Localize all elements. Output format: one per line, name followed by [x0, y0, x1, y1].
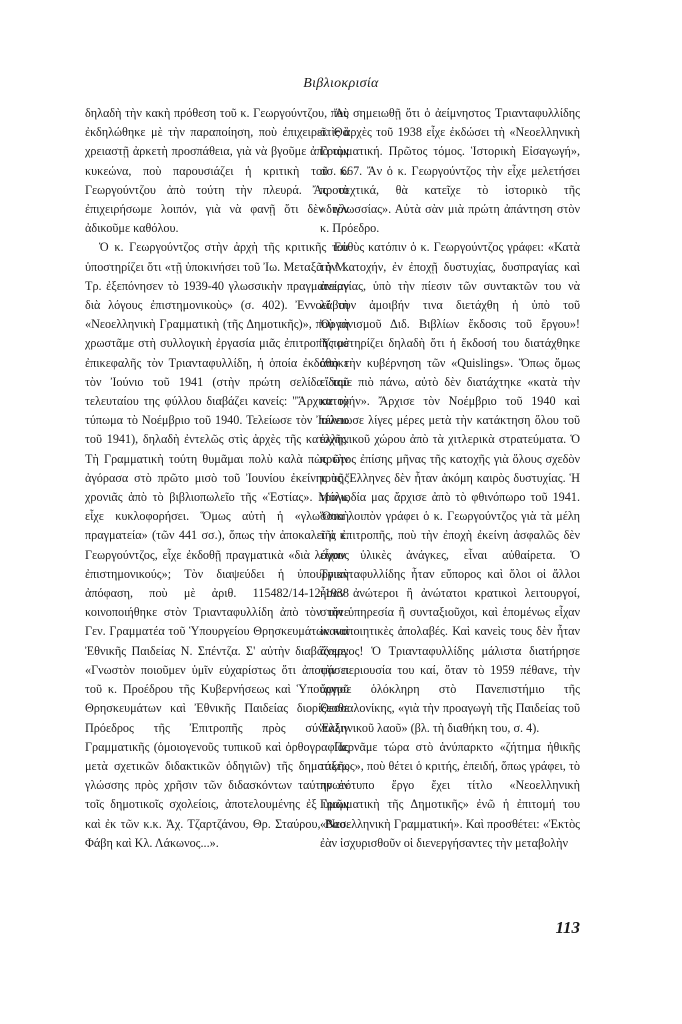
paragraph: Ὁ κ. Γεωργούντζος στὴν ἀρχὴ τῆς κριτικῆς του ὑποστηρίζει ὅτι «τῇ ὑποκινήσει τοῦ Ἰω. Μεταξᾶ ὁ Μ. Τρ. ἐξεπόνησεν τὸ 1939-40 γλωσσικὴν πραγματείαν διὰ λόγους ἐπιστημονικοὺς» (σ. 402). Ἐννοεῖ τὴ «Νεοελληνικὴ Γραμματικὴ (τῆς Δημοτικῆς)», ποὺ τὴ χρωστᾶμε στὴ συλλογικὴ ἐργασία μιᾶς ἐπιτροπῆς μὲ ἐπικεφαλῆς τὸν Τριανταφυλλίδη, ἡ ὁποία ἐκδόθηκε τὸν Ἰούνιο τοῦ 1941 (στὴν πρώτη σελίδα τοῦ τελευταίου της φύλλου διαβάζει κανείς: "Ἄρχισε τὸ τύπωμα τὸ Νοέμβριο τοῦ 1940. Τελείωσε τὸν Ἰούνιο τοῦ 1941), δηλαδὴ ἐντελῶς στὶς ἀρχὲς τῆς κατοχῆς. Τὴ Γραμματικὴ τούτη θυμᾶμαι πολὺ καλὰ πὼς τὴν ἀγόρασα στὸ πρῶτο μισὸ τοῦ Ἰουνίου ἐκείνης τῆς χρονιᾶς ἀπὸ τὸ βιβλιοπωλεῖο τῆς «Ἑστίας». Μόλις εἶχε κυκλοφορήσει. Ὅμως αὐτὴ ἡ «γλωσσικὴ πραγματεία» (τῶν 441 σσ.), ὅπως τὴν ἀποκαλεῖ ὁ κ. Γεωργούντζος, εἶχε ἐκδοθῇ πραγματικὰ «διὰ λόγους ἐπιστημονικούς»; Τὸν διαψεύδει ἡ ὑπουργικὴ ἀπόφαση, ποὺ μὲ ἀριθ. 115482/14-12-1938 κοινοποιήθηκε στὸν Τριανταφυλλίδη ἀπὸ τὸν τότε Γεν. Γραμματέα τοῦ Ὑπουργείου Θρησκευμάτων καὶ Ἐθνικῆς Παιδείας Ν. Σπέντζα. Σ' αὐτὴν διαβάζομε: «Γνωστὸν ποιοῦμεν ὑμῖν εὐχαρίστως ὅτι ἀποφάσει τοῦ κ. Προέδρου τῆς Κυβερνήσεως καὶ Ὑπουργοῦ Θρησκευμάτων καὶ Ἐθνικῆς Παιδείας διορίζεσθε Πρόεδρος τῆς Ἐπιτροπῆς πρὸς σύνταξιν Γραμματικῆς (ὁμοιογενοῦς τυπικοῦ καὶ ὀρθογραφίας μετὰ σχετικῶν διδακτικῶν ὁδηγιῶν) τῆς δημοτικῆς γλώσσης πρὸς χρῆσιν τῶν διδασκόντων ταύτην ἐν τοῖς δημοτικοῖς σχολείοις, ἀποτελουμένης ἐξ ὑμῶν καὶ ἐκ τῶν κ.κ. Ἀχ. Τζαρτζάνου, Θρ. Σταύρου, Βασ. Φάβη καὶ Κλ. Λάκωνος...».: [85, 240, 349, 850]
paragraph: Εὐθὺς κατόπιν ὁ κ. Γεωργούντζος γράφει: «Κατὰ τὴν κατοχήν, ἐν ἐποχῇ δυστυχίας, δυσπραγίας καὶ ἀνεργίας, ὑπὸ τὴν πίεσιν τῶν συντακτῶν του νὰ λάβουν ἀμοιβήν τινα διετάχθη ἡ ὑπὸ τοῦ Ὀργανισμοῦ Διδ. Βιβλίων ἔκδοσις τοῦ ἔργου»! Ὑποστηρίζει δηλαδὴ ὅτι ἡ ἔκδοσή του διατάχθηκε ἀπὸ τὴν κυβέρνηση τῶν «Quislings». Ὅπως ὅμως εἴδαμε πιὸ πάνω, αὐτὸ δὲν διατάχτηκε «κατὰ τὴν κατοχήν». Ἄρχισε τὸν Νοέμβριο τοῦ 1940 καὶ τέλειωσε λίγες μέρες μετὰ τὴν κατάκτηση ὅλου τοῦ ἑλληνικοῦ χώρου ἀπὸ τὰ χιτλερικὰ στρατεύματα. Ὁ πρῶτος ἐπίσης μῆνας τῆς κατοχῆς γιὰ ὅλους σχεδὸν τοὺς Ἕλληνες δὲν ἦταν ἀκόμη καιρὸς δυστυχίας. Ἡ τραγωδία μας ἄρχισε ἀπὸ τὸ φθινόπωρο τοῦ 1941. Ὅσα λοιπὸν γράφει ὁ κ. Γεωργούντζος γιὰ τὰ μέλη τῆς ἐπιτροπῆς, ποὺ τὴν ἐποχὴ ἐκείνη ἀσφαλῶς δὲν εἶχαν ὑλικὲς ἀνάγκες, εἶναι αὐθαίρετα. Ὁ Τριανταφυλλίδης ἦταν εὔπορος καὶ ὅλοι οἱ ἄλλοι ἦσαν ἀνώτεροι ἢ ἀνώτατοι κρατικοὶ λειτουργοί, στὴν ὑπηρεσία ἢ συνταξιοῦχοι, καὶ ἑπομένως εἶχαν ἱκανοποιητικὲς ἀπολαβές. Καὶ κανεὶς τους δὲν ἦταν ἄνεργος! Ὁ Τριανταφυλλίδης μάλιστα διατήρησε τὴν περιουσία του καί, ὅταν τὸ 1959 πέθανε, τὴν ἄφησε ὁλόκληρη στὸ Πανεπιστήμιο τῆς Θεσσαλονίκης, «γιὰ τὴν προαγωγὴ τῆς Παιδείας τοῦ Ἑλληνικοῦ λαοῦ» (βλ. τὴ διαθήκη του, σ. 4).: [320, 240, 580, 735]
right-column: [320, 104, 580, 853]
left-column: [85, 104, 349, 853]
page-number: 113: [555, 918, 580, 937]
paragraph: Περνᾶμε τώρα στὸ ἀνύπαρκτο «ζήτημα ἠθικῆς τάξεως», ποὺ θέτει ὁ κριτής, ἐπειδή, ὅπως γράφει, τὸ πρωτότυπο ἔργο ἔχει τίτλο «Νεοελληνικὴ Γραμματικὴ τῆς Δημοτικῆς» ἐνῶ ἡ ἐπιτομή του «Νεοελληνικὴ Γραμματική». Καὶ προσθέτει: «Ἐκτὸς ἐὰν ἰσχυρισθοῦν οἱ διενεργήσαντες τὴν μεταβολὴν: [320, 739, 580, 850]
running-title: Βιβλιοκρισία: [303, 76, 379, 91]
paragraph: δηλαδὴ τὴν κακὴ πρόθεση τοῦ κ. Γεωργούντζου, ποὺ ἐκδηλώθηκε μὲ τὴν παραποίηση, ποὺ ἐπιχειρεῖ. Θὰ χρειαστῇ ἀρκετὴ προσπάθεια, γιὰ νὰ βγοῦμε ἀπὸ τὸν κυκεώνα, ποὺ παρουσιάζει ἡ κριτικὴ τοῦ κ. Γεωργούντζου ἀπὸ τούτη τὴν πλευρά. Ἄς τὸ ἐπιχειρήσωμε λοιπόν, γιὰ νὰ φανῇ ὅτι δὲν τὸν ἀδικοῦμε καθόλου.: [85, 106, 349, 236]
paragraph: Ἄς σημειωθῇ ὅτι ὁ ἀείμνηστος Τριανταφυλλίδης στὶς ἀρχὲς τοῦ 1938 εἶχε ἐκδώσει τὴ «Νεοελληνικὴ Γραμματική. Πρῶτος τόμος. Ἱστορικὴ Εἰσαγωγή», σσ. 667. Ἄν ὁ κ. Γεωργούντζος τὴν εἶχε μελετήσει προσεχτικά, θὰ κατεῖχε τὸ ἱστορικὸ τῆς «διγλωσσίας». Αὐτὰ σὰν μιὰ πρώτη ἀπάντηση στὸν κ. Πρόεδρο.: [320, 106, 580, 236]
